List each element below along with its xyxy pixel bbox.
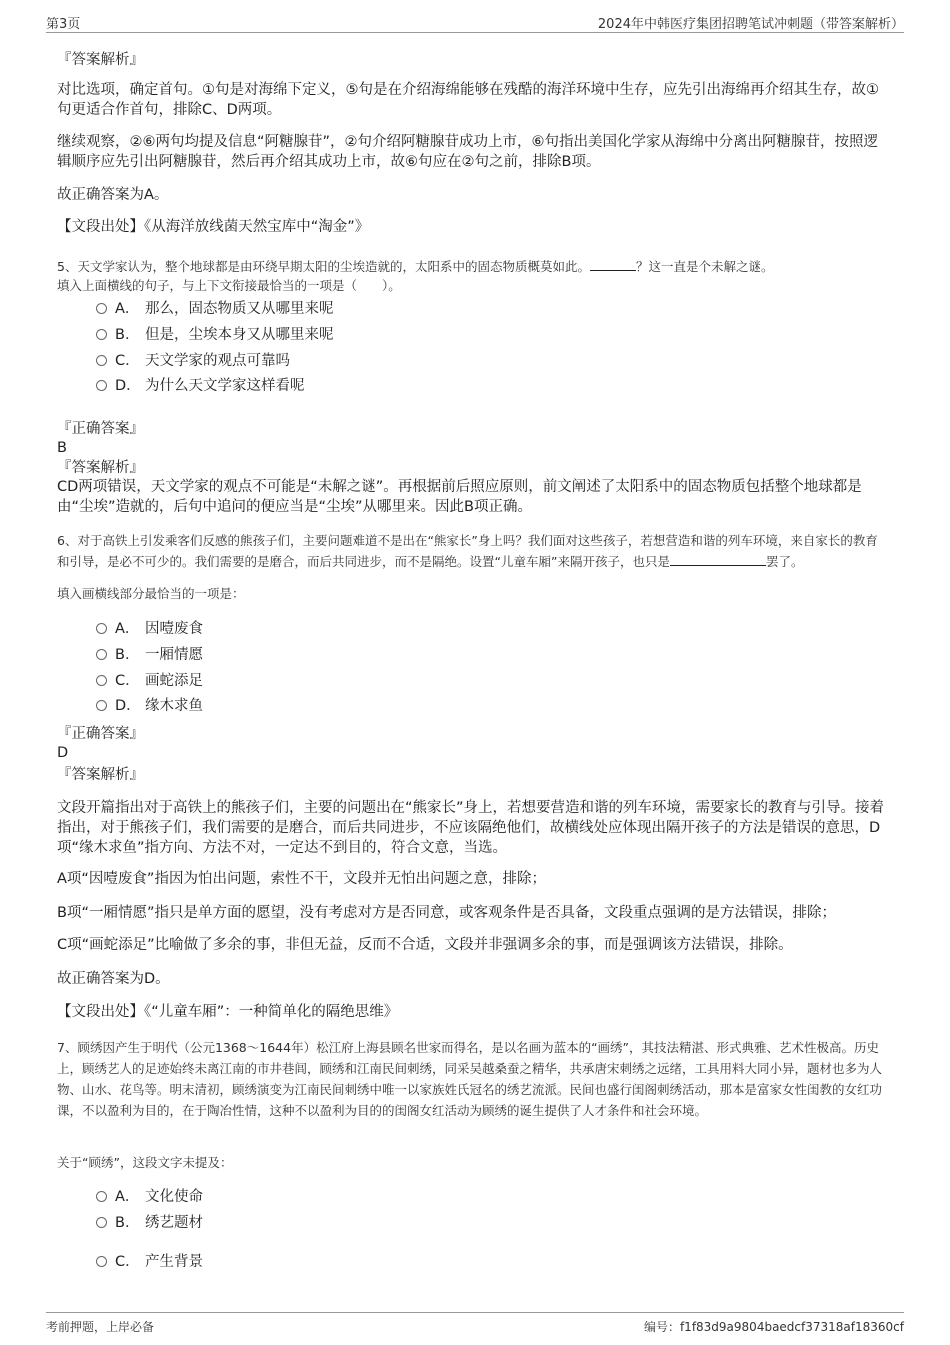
- radio-icon[interactable]: [96, 700, 107, 711]
- q7-option-c[interactable]: C． 产生背景: [96, 1252, 203, 1272]
- q4-analysis-p2: 继续观察，②⑥两句均提及信息“阿糖腺苷”，②句介绍阿糖腺苷成功上市，⑥句指出美国化学家从海绵中分离出阿糖腺苷，按照逻辑顺序应先引出阿糖腺苷，然后再介绍其成功上市，故⑥句应在②句之前，排除B项。: [57, 134, 879, 170]
- q5-stem: 5、天文学家认为，整个地球都是由环绕早期太阳的尘埃造就的，太阳系中的固态物质概莫如此。 ？这一直是个未解之谜。: [57, 259, 774, 274]
- q7-stem: 7、顾绣因产生于明代（公元1368～1644年）松江府上海县顾名世家而得名，是以名画为蓝本的“画绣”，其技法精湛、形式典雅、艺术性极高。历史上，顾绣艺人的足迹始终未离江南的市井巷闾，顾绣和江南民间刺绣，同采吴越桑蚕之精华，共承唐宋刺绣之远绪，工具用料大同小异，题材也多为人物、山水、花鸟等。明末清初，顾绣演变为江南民间刺绣中唯一以家族姓氏冠名的绣艺流派。民间也盛行闺阁刺绣活动，那本是富家女性闺教的女红功课，不以盈利为目的，在于陶冶性情，这种不以盈利为目的的闺阁女红活动为顾绣的诞生提供了人才条件和社会环境。: [57, 1040, 883, 1118]
- radio-icon[interactable]: [96, 1191, 107, 1202]
- q6-option-c[interactable]: C． 画蛇添足: [96, 671, 203, 691]
- q6-analysis-p4: C项“画蛇添足”比喻做了多余的事，非但无益，反而不合适，文段并非强调多余的事，而是强调该方法错误，排除。: [57, 937, 793, 953]
- q6-conclusion: 故正确答案为D。: [57, 971, 170, 987]
- q5-option-b[interactable]: B． 但是，尘埃本身又从哪里来呢: [96, 325, 334, 345]
- q5-option-a[interactable]: A． 那么，固态物质又从哪里来呢: [96, 299, 334, 319]
- q5-answer: B: [57, 440, 67, 456]
- q6-analysis-p2: A项“因噎废食”指因为怕出问题，索性不干，文段并无怕出问题之意，排除；: [57, 871, 546, 887]
- q7-option-a[interactable]: A． 文化使命: [96, 1187, 203, 1207]
- q6-option-b[interactable]: B． 一厢情愿: [96, 645, 203, 665]
- q7-option-b[interactable]: B． 绣艺题材: [96, 1213, 203, 1233]
- q6-stem: 6、对于高铁上引发乘客们反感的熊孩子们，主要问题难道不是出在“熊家长”身上吗？我们面对这些孩子，若想营造和谐的列车环境，来自家长的教育和引导，是必不可少的。我们需要的是磨合，而后共同进步，而不是隔绝。设置“儿童车厢”来隔开孩子，也只是 罢了。: [57, 533, 878, 569]
- radio-icon[interactable]: [96, 623, 107, 634]
- radio-icon[interactable]: [96, 1217, 107, 1228]
- footer-slogan: 考前押题，上岸必备: [46, 1320, 155, 1334]
- document-title: 2024年中韩医疗集团招聘笔试冲刺题（带答案解析）: [597, 17, 904, 32]
- q5-option-d[interactable]: D． 为什么天文学家这样看呢: [96, 376, 305, 396]
- q5-option-c[interactable]: C． 天文学家的观点可靠吗: [96, 351, 290, 371]
- q6-analysis-label: 『答案解析』: [57, 767, 144, 783]
- radio-icon[interactable]: [96, 303, 107, 314]
- q4-source: 【文段出处】《从海洋放线菌天然宝库中“淘金”》: [57, 219, 370, 235]
- radio-icon[interactable]: [96, 1256, 107, 1267]
- radio-icon[interactable]: [96, 380, 107, 391]
- q6-analysis-p1: 文段开篇指出对于高铁上的熊孩子们，主要的问题出在“熊家长”身上，若想要营造和谐的列车环境，需要家长的教育与引导。接着指出，对于熊孩子们，我们需要的是磨合，而后共同进步，不应该隔绝他们，故横线处应体现出隔开孩子的方法是错误的意思，D项“缘木求鱼”指方向、方法不对，一定达不到目的，符合文意，当选。: [57, 800, 885, 856]
- page-number: 第3页: [46, 17, 81, 32]
- q5-answer-label: 『正确答案』: [57, 421, 144, 437]
- q6-option-a[interactable]: A． 因噎废食: [96, 619, 203, 639]
- radio-icon[interactable]: [96, 675, 107, 686]
- q4-analysis-p1: 对比选项，确定首句。①句是对海绵下定义，⑤句是在介绍海绵能够在残酷的海洋环境中生存，应先引出海绵再介绍其生存，故①句更适合作首句，排除C、D两项。: [57, 82, 879, 118]
- radio-icon[interactable]: [96, 649, 107, 660]
- q6-answer-label: 『正确答案』: [57, 726, 144, 742]
- q5-prompt: 填入上面横线的句子，与上下文衔接最恰当的一项是（ ）。: [57, 278, 401, 293]
- radio-icon[interactable]: [96, 355, 107, 366]
- q6-prompt: 填入画横线部分最恰当的一项是：: [57, 586, 245, 601]
- q4-analysis-label: 『答案解析』: [57, 52, 144, 68]
- radio-icon[interactable]: [96, 329, 107, 340]
- page-footer: [46, 1312, 904, 1338]
- page-header: [46, 10, 904, 33]
- q5-analysis-label: 『答案解析』: [57, 460, 144, 476]
- q6-analysis-p3: B项“一厢情愿”指只是单方面的愿望，没有考虑对方是否同意，或客观条件是否具备，文段重点强调的是方法错误，排除；: [57, 905, 836, 921]
- q5-analysis: CD两项错误，天文学家的观点不可能是“未解之谜”。再根据前后照应原则，前文阐述了太阳系中的固态物质包括整个地球都是由“尘埃”造就的，后句中追问的便应当是“尘埃”从哪里来。因此B项正确。: [57, 479, 862, 515]
- q4-conclusion: 故正确答案为A。: [57, 187, 169, 203]
- q6-option-d[interactable]: D． 缘木求鱼: [96, 696, 203, 716]
- document-id: 编号：f1f83d9a9804baedcf37318af18360cf: [643, 1320, 904, 1334]
- q7-prompt: 关于“顾绣”，这段文字未提及：: [57, 1155, 233, 1170]
- q6-answer: D: [57, 745, 69, 761]
- q6-source: 【文段出处】《“儿童车厢”：一种简单化的隔绝思维》: [57, 1004, 399, 1020]
